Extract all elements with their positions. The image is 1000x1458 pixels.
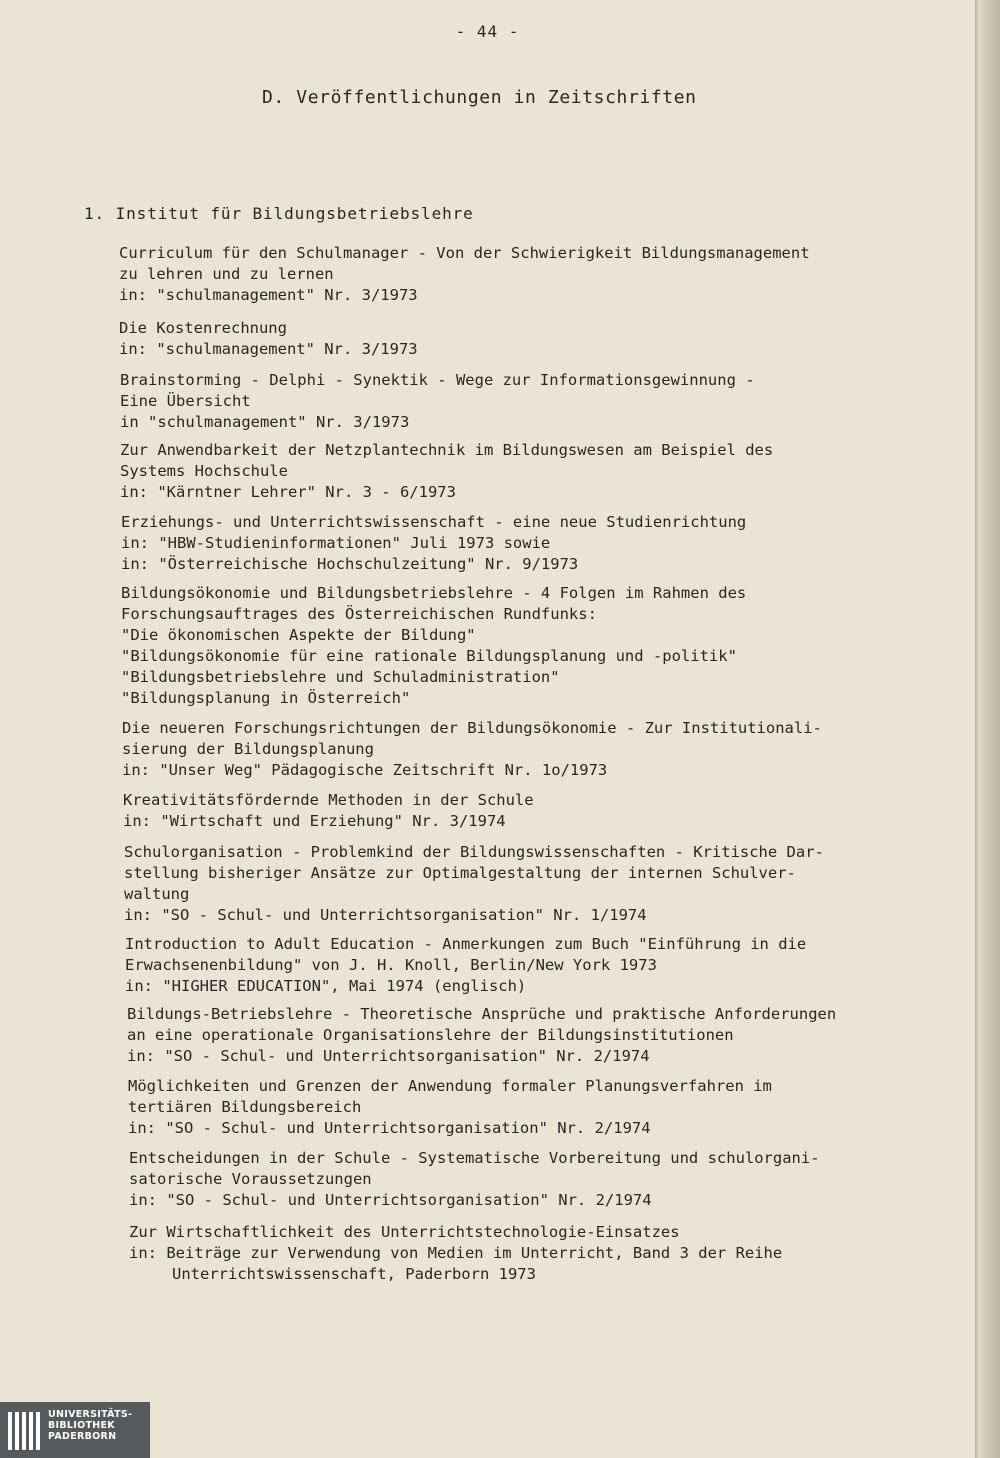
publication-entry xyxy=(120,440,773,503)
entry-line: Unterrichtswissenschaft, Paderborn 1973 xyxy=(172,1265,536,1283)
publication-entry xyxy=(129,1148,820,1211)
entry-line: in: "schulmanagement" Nr. 3/1973 xyxy=(119,340,418,358)
publication-entry xyxy=(129,1222,782,1285)
publication-entry xyxy=(122,718,822,781)
entry-line: Möglichkeiten und Grenzen der Anwendung formaler Planungsverfahren im xyxy=(128,1077,772,1095)
entry-line: Bildungs-Betriebslehre - Theoretische Ansprüche und praktische Anforderungen xyxy=(127,1005,837,1023)
page-edge xyxy=(975,0,1000,1458)
library-logo-line: PADERBORN xyxy=(48,1431,117,1442)
publication-entry xyxy=(123,790,534,832)
entry-line: Zur Wirtschaftlichkeit des Unterrichtstechnologie-Einsatzes xyxy=(129,1223,680,1241)
entry-line: Curriculum für den Schulmanager - Von der Schwierigkeit Bildungsmanagement xyxy=(119,244,810,262)
entry-line: Systems Hochschule xyxy=(120,462,288,480)
entry-line: in: "Österreichische Hochschulzeitung" Nr. 9/1973 xyxy=(121,555,579,573)
section-title: D. Veröffentlichungen in Zeitschriften xyxy=(262,87,697,108)
publication-entry xyxy=(121,583,746,709)
publication-entry xyxy=(128,1076,772,1139)
library-logo-icon xyxy=(6,1408,50,1454)
entry-line: "Bildungsbetriebslehre und Schuladministration" xyxy=(121,668,560,686)
publication-entry xyxy=(119,318,418,360)
entry-line: in: "Wirtschaft und Erziehung" Nr. 3/1974 xyxy=(123,812,506,830)
entry-line: sierung der Bildungsplanung xyxy=(122,740,374,758)
entry-line: satorische Voraussetzungen xyxy=(129,1170,372,1188)
entry-line: tertiären Bildungsbereich xyxy=(128,1098,362,1116)
entry-line: Forschungsauftrages des Österreichischen Rundfunks: xyxy=(121,605,597,623)
entry-line: in: "SO - Schul- und Unterrichtsorganisation" Nr. 1/1974 xyxy=(124,906,647,924)
entry-line: Introduction to Adult Education - Anmerkungen zum Buch "Einführung in die xyxy=(125,935,807,953)
entry-line: Zur Anwendbarkeit der Netzplantechnik im Bildungswesen am Beispiel des xyxy=(120,441,774,459)
publication-entry xyxy=(120,370,755,433)
entry-line: in: "schulmanagement" Nr. 3/1973 xyxy=(119,286,418,304)
publication-entry xyxy=(127,1004,836,1067)
library-logo-line: BIBLIOTHEK xyxy=(48,1420,115,1431)
page-number: - 44 - xyxy=(455,22,520,41)
entry-line: in: Beiträge zur Verwendung von Medien im Unterricht, Band 3 der Reihe xyxy=(129,1244,783,1262)
entry-line: an eine operationale Organisationslehre der Bildungsinstitutionen xyxy=(127,1026,734,1044)
entry-line: in: "SO - Schul- und Unterrichtsorganisation" Nr. 2/1974 xyxy=(127,1047,650,1065)
entry-line: Bildungsökonomie und Bildungsbetriebslehre - 4 Folgen im Rahmen des xyxy=(121,584,747,602)
publication-entry xyxy=(121,512,746,575)
publication-entry xyxy=(119,243,810,306)
entry-line: Die Kostenrechnung xyxy=(119,319,287,337)
entry-line: in: "SO - Schul- und Unterrichtsorganisation" Nr. 2/1974 xyxy=(128,1119,651,1137)
entry-line: Entscheidungen in der Schule - Systematische Vorbereitung und schulorgani- xyxy=(129,1149,820,1167)
entry-line: Brainstorming - Delphi - Synektik - Wege zur Informationsgewinnung - xyxy=(120,371,755,389)
entry-line: Kreativitätsfördernde Methoden in der Schule xyxy=(123,791,534,809)
entry-line: in: "Kärntner Lehrer" Nr. 3 - 6/1973 xyxy=(120,483,456,501)
library-logo-line: UNIVERSITÄTS- xyxy=(48,1409,133,1420)
entry-line: Erwachsenenbildung" von J. H. Knoll, Berlin/New York 1973 xyxy=(125,956,657,974)
entry-line: "Bildungsplanung in Österreich" xyxy=(121,689,411,707)
entry-line: "Bildungsökonomie für eine rationale Bildungsplanung und -politik" xyxy=(121,647,737,665)
entry-line: Erziehungs- und Unterrichtswissenschaft - eine neue Studienrichtung xyxy=(121,513,747,531)
library-logo-text xyxy=(48,1409,132,1442)
entry-line: zu lehren und zu lernen xyxy=(119,265,334,283)
entry-line: Eine Übersicht xyxy=(120,392,251,410)
publication-entry xyxy=(124,842,824,926)
entry-line: Die neueren Forschungsrichtungen der Bildungsökonomie - Zur Institutionali- xyxy=(122,719,822,737)
entry-line: in "schulmanagement" Nr. 3/1973 xyxy=(120,413,410,431)
entry-line: in: "Unser Weg" Pädagogische Zeitschrift Nr. 1o/1973 xyxy=(122,761,608,779)
entry-line: "Die ökonomischen Aspekte der Bildung" xyxy=(121,626,476,644)
entry-line: stellung bisheriger Ansätze zur Optimalgestaltung der internen Schulver- xyxy=(124,864,796,882)
entry-line: Schulorganisation - Problemkind der Bildungswissenschaften - Kritische Dar- xyxy=(124,843,824,861)
subsection-title: 1. Institut für Bildungsbetriebslehre xyxy=(84,204,474,223)
entry-line: in: "HBW-Studieninformationen" Juli 1973 sowie xyxy=(121,534,551,552)
entry-line: waltung xyxy=(124,885,190,903)
entry-line: in: "SO - Schul- und Unterrichtsorganisation" Nr. 2/1974 xyxy=(129,1191,652,1209)
entry-line: in: "HIGHER EDUCATION", Mai 1974 (englisch) xyxy=(125,977,527,995)
publication-entry xyxy=(125,934,806,997)
